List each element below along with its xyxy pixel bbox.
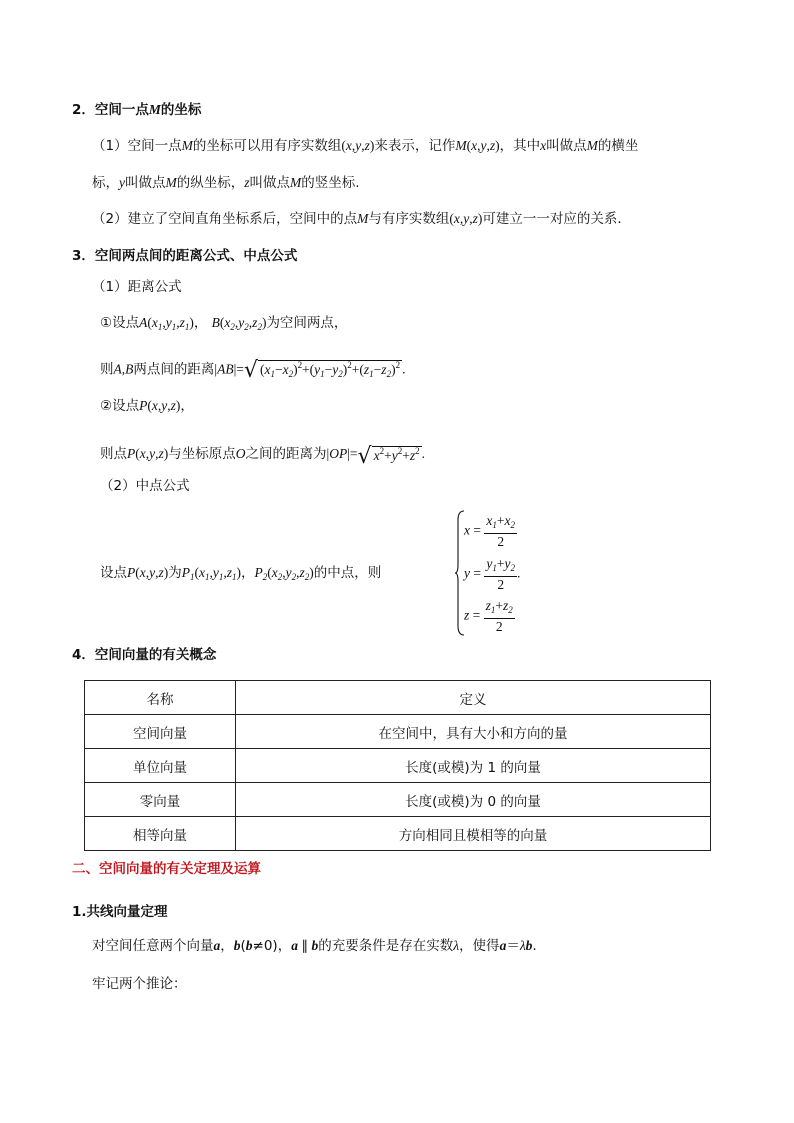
text: 对空间任意两个向量 bbox=[92, 938, 214, 954]
text: ②设点 bbox=[100, 398, 140, 414]
math: (x,y,z) bbox=[341, 138, 375, 153]
var-M: M bbox=[357, 211, 369, 226]
table-cell: 方向相同且模相等的向量 bbox=[236, 817, 711, 851]
math: O bbox=[235, 446, 246, 461]
text: 则 bbox=[100, 361, 114, 378]
table-cell: 相等向量 bbox=[85, 817, 236, 851]
var-x: x bbox=[540, 138, 547, 153]
text: 标， bbox=[92, 175, 119, 191]
sqrt-op: √ $x^2+y^2+z^2$ bbox=[357, 444, 420, 469]
text: ， bbox=[241, 565, 255, 581]
text: 的充要条件是存在实数 bbox=[318, 938, 454, 954]
math: M(x,y,z) bbox=[455, 138, 500, 153]
text: 与有序实数组 bbox=[368, 211, 450, 227]
text: 的坐标可以用有序实数组 bbox=[192, 138, 342, 154]
text: . bbox=[532, 938, 537, 954]
math: ∥ bbox=[297, 938, 312, 953]
table-header-cell: 定义 bbox=[236, 681, 711, 715]
table-cell: 长度(或模)为 0 的向量 bbox=[236, 783, 711, 817]
var-y: y bbox=[119, 175, 125, 190]
text: 与坐标原点 bbox=[168, 446, 236, 462]
text: ， bbox=[180, 398, 194, 414]
text: 设点 bbox=[100, 565, 127, 581]
math: $P_1(x_1,y_1,z_1)$ bbox=[181, 565, 242, 582]
table-row bbox=[85, 783, 711, 817]
math: a bbox=[291, 938, 298, 953]
midpoint-x: x = $\frac{x_1+x_2}{2}$ bbox=[464, 513, 515, 549]
distance-line-1 bbox=[100, 313, 347, 337]
section-3-title: 3．空间两点间的距离公式、中点公式 bbox=[72, 248, 298, 264]
text: 叫做点 bbox=[249, 175, 291, 191]
math: $P_2(x_2,y_2,z_2)$ bbox=[254, 565, 314, 582]
var-M: M bbox=[181, 138, 193, 153]
math: A bbox=[113, 361, 122, 377]
section-2-title-suffix: 的坐标 bbox=[160, 102, 202, 118]
var-z: z bbox=[244, 175, 250, 190]
text: ，其中 bbox=[499, 138, 541, 154]
collinear-theorem-text bbox=[92, 936, 537, 956]
var-M: M bbox=[165, 175, 177, 190]
math: $A(x_1,y_1,z_1)$ bbox=[139, 315, 194, 332]
table-cell: 在空间中，具有大小和方向的量 bbox=[236, 715, 711, 749]
section-2-paragraph-2 bbox=[92, 209, 631, 229]
text: ①设点 bbox=[100, 315, 140, 331]
midpoint-formula-label: （2）中点公式 bbox=[100, 478, 190, 494]
midpoint-line bbox=[100, 563, 381, 587]
text: 可建立一一对应的关系． bbox=[482, 211, 631, 227]
section-2-paragraph-1 bbox=[92, 136, 638, 156]
distance-line-4: 则点P(x,y,z)与坐标原点O之间的距离为|OP|=√ $x^2+y^2+z^2$ . bbox=[100, 441, 425, 467]
vector-b: b bbox=[245, 938, 253, 953]
vector-b: b bbox=[233, 938, 241, 953]
section-2-title bbox=[72, 100, 201, 120]
text: ≠0)， bbox=[252, 938, 292, 954]
text: 则点 bbox=[100, 446, 127, 462]
section-2-title-prefix: 2．空间一点 bbox=[72, 102, 149, 118]
section-2-paragraph-1-cont bbox=[92, 173, 360, 193]
text: 来表示，记作 bbox=[374, 138, 456, 154]
text: （2）建立了空间直角坐标系后，空间中的点 bbox=[92, 211, 358, 227]
table-header-row bbox=[85, 681, 711, 715]
sqrt-ab: √ $(x_1-x_2)^2+(y_1-y_2)^2+(z_1-z_2)^2$ bbox=[243, 358, 401, 383]
text: 叫做点 bbox=[125, 175, 166, 191]
text: ( bbox=[240, 938, 246, 954]
text: ，使得 bbox=[459, 938, 500, 954]
vector-a: a bbox=[213, 938, 221, 953]
math: ＝ bbox=[506, 938, 520, 953]
math: |OP|= bbox=[326, 446, 358, 461]
math: P(x,y,z) bbox=[127, 446, 169, 461]
text: 两点间的距离 bbox=[133, 361, 215, 378]
distance-formula-label: （1）距离公式 bbox=[92, 279, 182, 295]
table-row bbox=[85, 817, 711, 851]
text: 的中点，则 bbox=[313, 565, 382, 581]
math: P(x,y,z) bbox=[127, 565, 169, 580]
math: b bbox=[311, 938, 319, 953]
midpoint-z: z = $\frac{z_1+z_2}{2}$ bbox=[464, 598, 513, 634]
corollary-intro: 牢记两个推论： bbox=[92, 976, 187, 992]
table-cell: 长度(或模)为 1 的向量 bbox=[236, 749, 711, 783]
text: 为空间两点， bbox=[266, 315, 348, 331]
math: |AB|= bbox=[214, 361, 244, 377]
text: ， bbox=[193, 315, 208, 331]
part-2-title: 二、空间向量的有关定理及运算 bbox=[72, 861, 261, 877]
table-row bbox=[85, 715, 711, 749]
text: 的竖坐标. bbox=[301, 175, 360, 191]
text: ， bbox=[220, 938, 234, 954]
math: (x,y,z) bbox=[449, 211, 483, 226]
text: 之间的距离为 bbox=[245, 446, 327, 462]
math: P(x,y,z) bbox=[139, 398, 181, 413]
text: （1）空间一点 bbox=[92, 138, 182, 154]
section-2-title-var: M bbox=[148, 102, 161, 117]
distance-line-2: 则A,B两点间的距离|AB|=√ $(x_1-x_2)^2+(y_1-y_2)^2+(z_1-z_2)^2$ . bbox=[100, 355, 405, 384]
math: λ bbox=[519, 938, 526, 953]
table-cell: 单位向量 bbox=[85, 749, 236, 783]
vector-concepts-table bbox=[84, 680, 711, 851]
math: B bbox=[125, 361, 134, 377]
table-cell: 零向量 bbox=[85, 783, 236, 817]
math: $B(x_2,y_2,z_2)$ bbox=[211, 315, 267, 332]
var-M: M bbox=[586, 138, 598, 153]
text: 的横坐 bbox=[597, 138, 639, 154]
text: 为 bbox=[168, 565, 182, 581]
distance-line-3 bbox=[100, 396, 194, 416]
section-4-title: 4．空间向量的有关概念 bbox=[72, 647, 217, 663]
lambda: λ bbox=[453, 938, 460, 953]
midpoint-y: y = $\frac{y_1+y_2}{2}$ . bbox=[464, 556, 521, 592]
collinear-theorem-title: 1.共线向量定理 bbox=[72, 904, 168, 920]
math: b bbox=[525, 938, 533, 953]
table-cell: 空间向量 bbox=[85, 715, 236, 749]
table-header-cell: 名称 bbox=[85, 681, 236, 715]
math: a bbox=[499, 938, 507, 953]
math: , bbox=[121, 361, 126, 377]
table-row bbox=[85, 749, 711, 783]
text: 叫做点 bbox=[546, 138, 587, 154]
text: 的纵坐标， bbox=[176, 175, 245, 191]
var-M: M bbox=[290, 175, 302, 190]
